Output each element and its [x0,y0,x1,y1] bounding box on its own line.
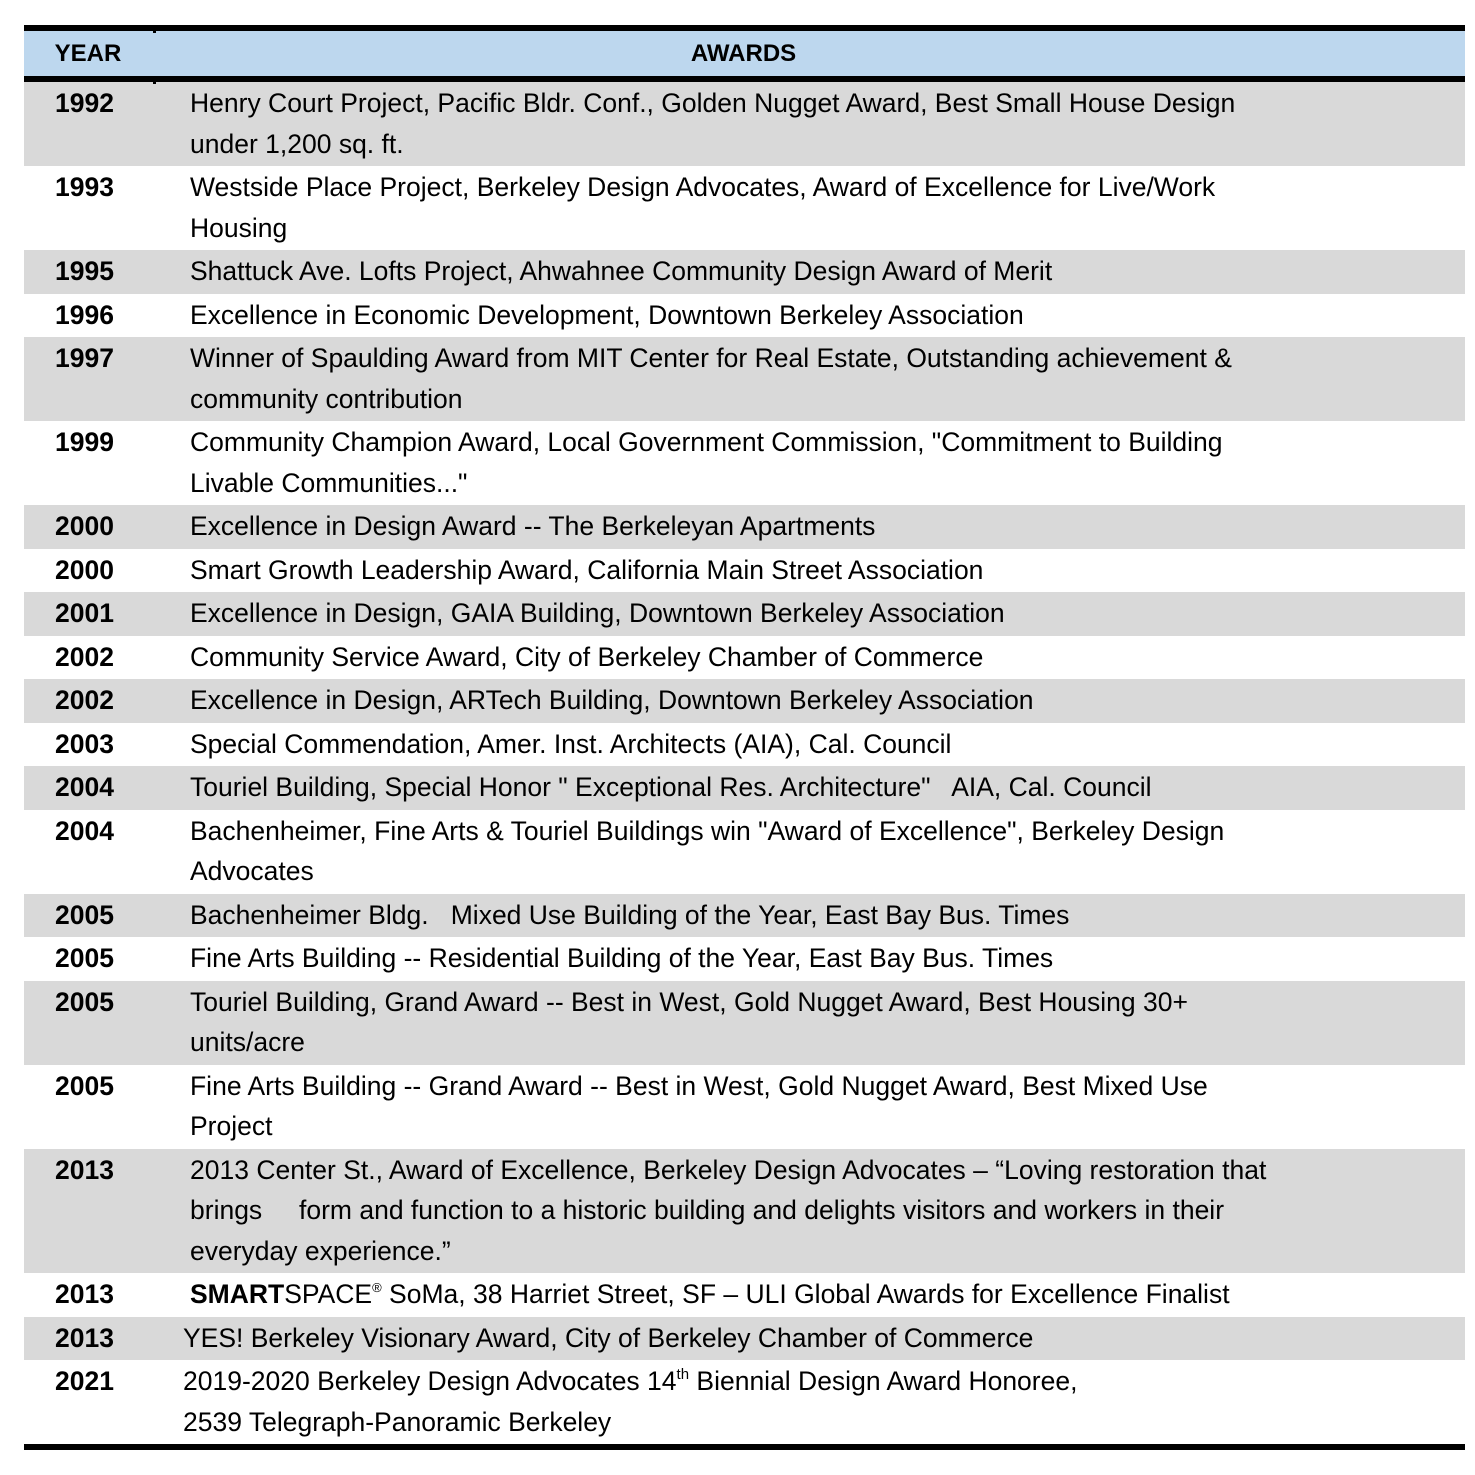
award-cell [190,1274,1465,1315]
year-cell: 2013 [55,1154,114,1185]
award-text: Biennial Design Award Honoree, [689,1366,1078,1396]
award-cell [190,593,1465,634]
award-text-line: Advocates [190,856,314,886]
award-text-line: Shattuck Ave. Lofts Project, Ahwahnee Community Design Award of Merit [190,256,1053,286]
year-cell: 1999 [55,427,114,457]
table-row [24,337,1465,421]
award-text-line [190,1274,1445,1315]
year-cell: 1996 [55,299,114,330]
award-cell [190,1066,1465,1147]
year-cell: 2005 [55,899,114,930]
award-cell [190,637,1465,678]
table-row [24,421,1465,505]
award-text-line [183,1361,1445,1402]
award-text-line: Excellence in Design, ARTech Building, Downtown Berkeley Association [190,685,1034,715]
award-cell [190,680,1465,721]
award-text-line: Winner of Spaulding Award from MIT Center for Real Estate, Outstanding achievement & [190,343,1232,373]
awards-table [24,25,1465,1450]
table-row [24,981,1465,1065]
award-text-line: brings form and function to a historic building and delights visitors and workers in their [190,1195,1225,1225]
award-text-line: under 1,200 sq. ft. [190,128,404,159]
year-cell: 1997 [55,343,114,373]
table-row [24,592,1465,636]
award-cell [190,167,1465,248]
award-text-line: Touriel Building, Special Honor " Exceptional Res. Architecture" AIA, Cal. Council [190,772,1152,802]
award-cell [190,251,1465,292]
table-row [24,166,1465,250]
header-separator-mark [153,29,156,33]
award-cell [190,938,1465,979]
award-cell [190,895,1465,936]
smartspace-brand-bold: SMART [190,1279,285,1309]
award-text-line: Westside Place Project, Berkeley Design Advocates, Award of Excellence for Live/Work [190,172,1216,202]
table-row [24,1360,1465,1444]
table-row [24,250,1465,294]
award-text-line: Livable Communities..." [190,467,468,498]
award-text-line: Smart Growth Leadership Award, California Main Street Association [190,554,984,585]
table-row [24,1317,1465,1361]
award-text-line: Special Commendation, Amer. Inst. Architects (AIA), Cal. Council [190,728,952,759]
table-row [24,1273,1465,1317]
award-cell [190,83,1465,164]
award-cell [190,1150,1465,1272]
table-row [24,1149,1465,1274]
year-cell: 2013 [55,1279,114,1309]
year-cell: 2013 [55,1322,114,1353]
table-row [24,810,1465,894]
award-cell [190,724,1465,765]
award-cell [183,1318,1465,1359]
year-cell: 2002 [55,685,114,715]
award-text-line: Excellence in Design, GAIA Building, Downtown Berkeley Association [190,598,1005,628]
year-cell: 2000 [55,554,114,585]
year-cell: 1993 [55,172,114,202]
award-text-line: Touriel Building, Grand Award -- Best in West, Gold Nugget Award, Best Housing 30+ [190,986,1188,1017]
award-text-line: Project [190,1111,273,1141]
award-text-line: 2013 Center St., Award of Excellence, Berkeley Design Advocates – “Loving restoration that [190,1154,1267,1185]
year-cell: 2005 [55,943,114,973]
year-cell: 2002 [55,641,114,672]
award-text: 2019-2020 Berkeley Design Advocates 14 [183,1366,677,1396]
award-text-line: community contribution [190,383,463,414]
award-cell [190,811,1465,892]
table-row [24,82,1465,166]
award-text-line: everyday experience.” [190,1235,451,1266]
award-text-line: 2539 Telegraph-Panoramic Berkeley [183,1406,612,1437]
ordinal-suffix: th [676,1366,690,1383]
award-cell [183,1361,1465,1442]
year-cell: 2021 [55,1366,114,1396]
year-cell: 2001 [55,598,114,628]
award-cell [190,422,1465,503]
award-cell [190,982,1465,1063]
award-text-line: Excellence in Economic Development, Downtown Berkeley Association [190,299,1024,330]
award-text-line: Fine Arts Building -- Grand Award -- Best in West, Gold Nugget Award, Best Mixed Use [190,1070,1208,1101]
year-cell: 1992 [55,88,114,118]
year-column-header: YEAR [54,39,122,67]
table-row [24,679,1465,723]
award-text-line: Housing [190,212,288,243]
award-cell [190,767,1465,808]
table-row [24,549,1465,593]
awards-column-header: AWARDS [690,39,797,67]
award-text-line: Community Champion Award, Local Government Commission, "Commitment to Building [190,427,1223,457]
table-row [24,766,1465,810]
registered-trademark-mark: ® [372,1280,382,1295]
award-text-line: Community Service Award, City of Berkeley Chamber of Commerce [190,641,984,672]
award-cell [190,338,1465,419]
award-text-line: Bachenheimer Bldg. Mixed Use Building of the Year, East Bay Bus. Times [190,899,1070,930]
year-cell: 1995 [55,256,114,286]
award-text-line: Bachenheimer, Fine Arts & Touriel Buildings win "Award of Excellence", Berkeley Design [190,815,1225,846]
award-text-line: YES! Berkeley Visionary Award, City of Berkeley Chamber of Commerce [183,1322,1034,1353]
year-cell: 2004 [55,772,114,802]
header-separator-mark [153,80,156,84]
table-row [24,1065,1465,1149]
table-row [24,505,1465,549]
award-text-line: Excellence in Design Award -- The Berkeleyan Apartments [190,511,876,541]
award-cell [190,295,1465,336]
table-body [24,82,1465,1444]
table-row [24,294,1465,338]
year-cell: 2004 [55,815,114,846]
award-text-line: Henry Court Project, Pacific Bldr. Conf., Golden Nugget Award, Best Small House Design [190,88,1236,118]
award-cell [190,506,1465,547]
year-cell: 2000 [55,511,114,541]
table-row [24,636,1465,680]
award-text-line: units/acre [190,1027,305,1057]
year-cell: 2003 [55,728,114,759]
award-text: SoMa, 38 Harriet Street, SF – ULI Global Awards for Excellence Finalist [381,1279,1230,1309]
year-cell: 2005 [55,1070,114,1101]
smartspace-brand-regular: SPACE [284,1279,373,1309]
table-row [24,937,1465,981]
award-text-line: Fine Arts Building -- Residential Building of the Year, East Bay Bus. Times [190,943,1054,973]
table-row [24,894,1465,938]
year-cell: 2005 [55,986,114,1017]
table-row [24,723,1465,767]
table-header [24,31,1465,82]
award-cell [190,550,1465,591]
